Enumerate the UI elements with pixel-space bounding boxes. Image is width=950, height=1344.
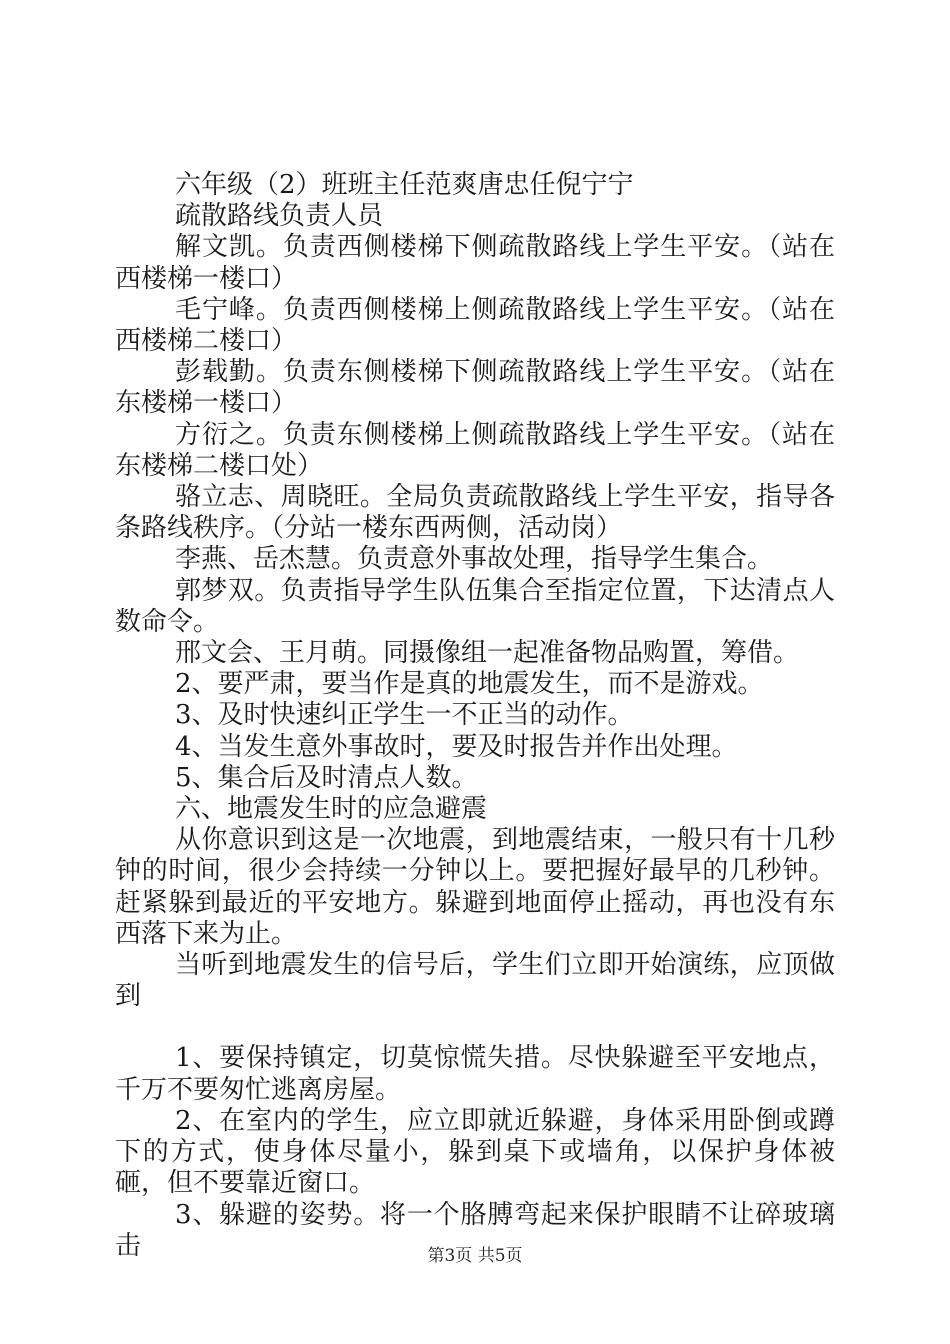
paragraph: 5、集合后及时清点人数。 [175, 762, 478, 793]
paragraph: 4、当发生意外事故时，要及时报告并作出处理。 [175, 731, 738, 762]
paragraph: 1、要保持镇定，切莫惊慌失措。尽快躲避至平安地点，千万不要匆忙逃离房屋。 [115, 1043, 835, 1105]
paragraph: 3、躲避的姿势。将一个胳膊弯起来保护眼睛不让碎玻璃击 [115, 1199, 835, 1261]
paragraph: 郭梦双。负责指导学生队伍集合至指定位置，下达清点人数命令。 [115, 575, 835, 637]
paragraph: 2、要严肃，要当作是真的地震发生，而不是游戏。 [175, 669, 764, 700]
paragraph: 疏散路线负责人员 [175, 201, 384, 232]
paragraph: 从你意识到这是一次地震，到地震结束，一般只有十几秒钟的时间，很少会持续一分钟以上。要把握好最早的几秒钟。赶紧躲到最近的平安地方。躲避到地面停止摇动，再也没有东西落下来为止。 [115, 825, 835, 949]
paragraph: 2、在室内的学生，应立即就近躲避，身体采用卧倒或蹲下的方式，使身体尽量小，躲到桌下或墙角，以保护身体被砸，但不要靠近窗口。 [115, 1105, 835, 1199]
paragraph: 毛宁峰。负责西侧楼梯上侧疏散路线上学生平安。（站在西楼梯二楼口） [115, 294, 835, 357]
paragraph: 彭载勤。负责东侧楼梯下侧疏散路线上学生平安。（站在东楼梯一楼口） [115, 357, 835, 419]
paragraph: 六年级（2）班班主任范爽唐忠任倪宁宁 [175, 170, 634, 200]
paragraph: 邢文会、王月萌。同摄像组一起准备物品购置，筹借。 [175, 638, 800, 669]
paragraph: 骆立志、周晓旺。全局负责疏散路线上学生平安，指导各条路线秩序。（分站一楼东西两侧，活动岗） [115, 482, 835, 544]
paragraph: 3、及时快速纠正学生一不正当的动作。 [175, 700, 634, 731]
section-heading: 六、地震发生时的应急避震 [175, 794, 488, 825]
blank-line [115, 1012, 835, 1043]
document-body [115, 170, 835, 1262]
paragraph: 李燕、岳杰慧。负责意外事故处理，指导学生集合。 [175, 544, 774, 575]
paragraph: 当听到地震发生的信号后，学生们立即开始演练，应顶做到 [115, 950, 835, 1012]
page-footer: 第3页 共5页 [427, 1246, 523, 1266]
paragraph: 方衍之。负责东侧楼梯上侧疏散路线上学生平安。（站在东楼梯二楼口处） [115, 419, 835, 481]
paragraph: 解文凯。负责西侧楼梯下侧疏散路线上学生平安。（站在西楼梯一楼口） [115, 232, 835, 294]
